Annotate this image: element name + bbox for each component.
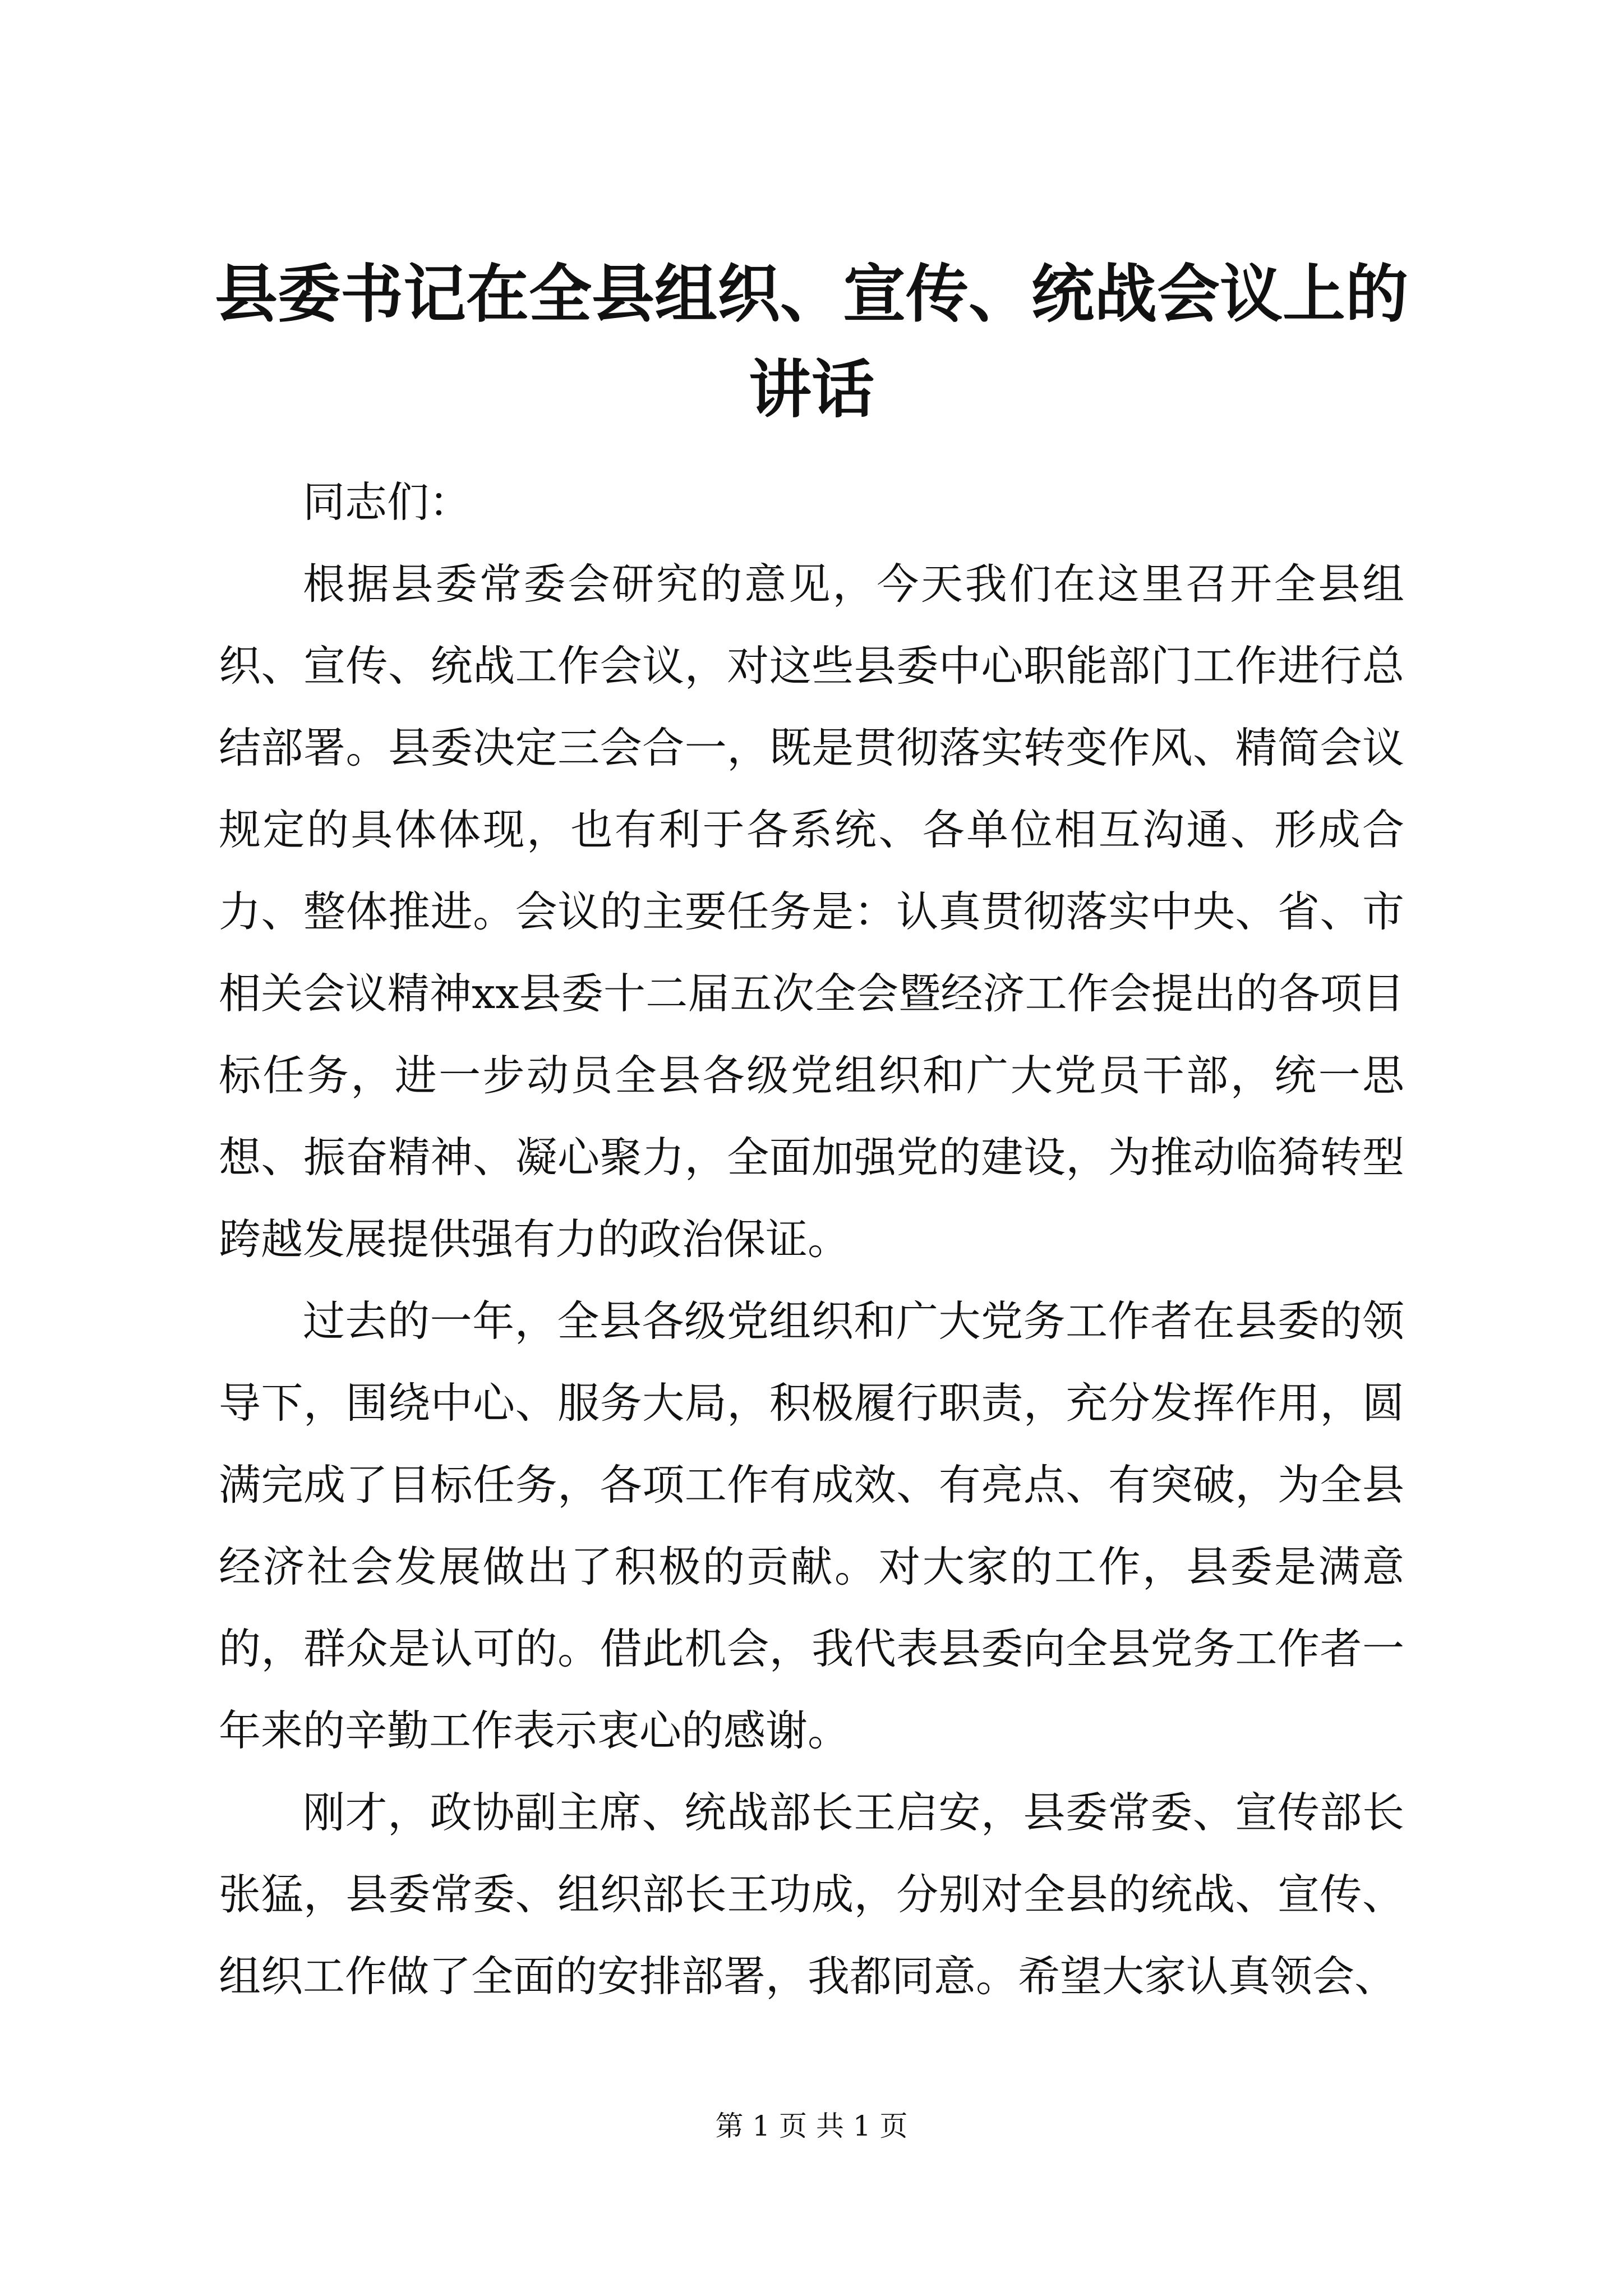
paragraph-2: 过去的一年，全县各级党组织和广大党务工作者在县委的领导下，围绕中心、服务大局，积极履行职责，充分发挥作用，圆满完成了目标任务，各项工作有成效、有亮点、有突破，为全县经济社会发展做出了积极的贡献。对大家的工作，县委是满意的，群众是认可的。借此机会，我代表县委向全县党务工作者一年来的辛勤工作表示衷心的感谢。	[219, 1296, 1404, 1755]
paragraph-1: 根据县委常委会研究的意见，今天我们在这里召开全县组织、宣传、统战工作会议，对这些县委中心职能部门工作进行总结部署。县委决定三会合一，既是贯彻落实转变作风、精简会议规定的具体体现，也有利于各系统、各单位相互沟通、形成合力、整体推进。会议的主要任务是：认真贯彻落实中央、省、市相关会议精神xx县委十二届五次全会暨经济工作会提出的各项目标任务，进一步动员全县各级党组织和广大党员干部，统一思想、振奋精神、凝心聚力，全面加强党的建设，为推动临猗转型跨越发展提供强有力的政治保证。	[219, 559, 1404, 1264]
document-body	[219, 461, 1404, 2017]
page-number-footer: 第 1 页 共 1 页	[715, 2110, 908, 2142]
paragraph-3: 刚才，政协副主席、统战部长王启安，县委常委、宣传部长张猛，县委常委、组织部长王功成，分别对全县的统战、宣传、组织工作做了全面的安排部署，我都同意。希望大家认真领会、	[219, 1788, 1404, 2001]
document-title: 县委书记在全县组织、宣传、统战会议上的讲话	[215, 257, 1408, 426]
salutation: 同志们：	[303, 477, 472, 527]
